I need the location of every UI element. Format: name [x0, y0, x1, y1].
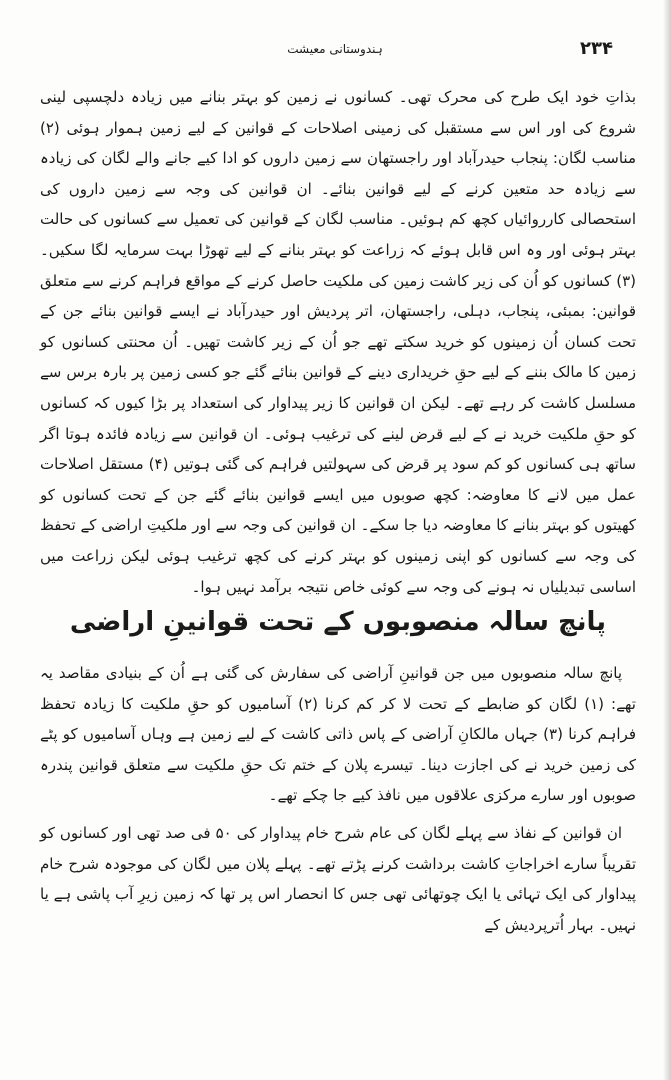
paragraph-text: پانچ سالہ منصوبوں میں جن قوانینِ آراضی کی سفارش کی گئی ہے اُن کے بنیادی مقاصد یہ تھے: (۱) لگان کو ضابطے کے تحت لا کر کم کرنا (۲) آسامیوں کو حقِ ملکیت کا زیادہ تحفظ فراہم کرنا (۳) جہاں مالکانِ آراضی کے پاس ذاتی کاشت کے لیے زمین ہے وہاں آسامیوں کو پٹے کی زمین خرید نے کی اجازت دینا۔ تیسرے پلان کے ختم تک حقِ ملکیت سے متعلق قوانین پندرہ صوبوں اور سارے مرکزی علاقوں میں نافذ کیے جا چکے تھے۔ [40, 664, 636, 805]
paragraph-text: ان قوانین کے نفاذ سے پہلے لگان کی عام شرح خام پیداوار کی ۵۰ فی صد تھی اور کسانوں کو تقریباً سارے اخراجاتِ کاشت برداشت کرنے پڑتے تھے۔ پہلے پلان میں لگان کی موجودہ شرح خام پیداوار کی ایک تہائی یا ایک چوتھائی تھی جس کا انحصار اس پر تھا کہ زمین زیرِ آب پاشی ہے یا نہیں۔ بہار اُترپردیش کے [40, 824, 636, 934]
body-paragraph-3 [40, 818, 636, 940]
running-title: ہندوستانی معیشت [287, 42, 383, 56]
page-edge-shadow [663, 0, 671, 1080]
body-paragraph-2 [40, 658, 636, 811]
page-number: ۲۳۴ [580, 38, 613, 59]
page-header [0, 38, 671, 68]
body-paragraph-1 [40, 82, 636, 602]
paragraph-text: بذاتِ خود ایک طرح کی محرک تھی۔ کسانوں نے زمین کو بہتر بنانے میں زیادہ دلچسپی لینی شروع کی اور اس سے مستقبل کی زمینی اصلاحات کے قوانین کے لیے زمین ہموار ہوئی (۲) مناسب لگان: پنجاب حیدرآباد اور راجستھان سے زمین داروں کو ادا کیے جانے والے لگان کی زیادہ سے زیادہ حد متعین کرنے کے لیے قوانین بنائے۔ ان قوانین کی وجہ سے زمین داروں کی استحصالی کارروائیاں کچھ کم ہوئیں۔ مناسب لگان کے قوانین کی تعمیل سے کسانوں کی حالت بہتر ہوئی اور وہ اس قابل ہوئے کہ زراعت کو بہتر بنانے کے لیے تھوڑا بہت سرمایہ لگا سکیں۔ (۳) کسانوں کو اُن کی زیر کاشت زمین کی ملکیت حاصل کرنے کے مواقع فراہم کرنے سے متعلق قوانین: بمبئی، پنجاب، دہلی، راجستھان، اتر پردیش اور حیدرآباد نے ایسے قوانین بنائے جن کے تحت کسان اُن زمینوں کو خرید سکتے تھے جو اُن کے زیر کاشت تھیں۔ اُن محنتی کسانوں کو زمین کا مالک بننے کے لیے حقِ خریداری دینے کے قوانین بنائے گئے جو کسی زمین پر بارہ برس سے مسلسل کاشت کر رہے تھے۔ لیکن ان قوانین کا زیر پیداوار کی استعداد پر بڑا کیوں کہ کسانوں کو حقِ ملکیت خرید نے کے لیے قرض لینے کی ترغیب ہوئی۔ ان قوانین سے زیادہ فائدہ ہوتا اگر ساتھ ہی کسانوں کو کم سود پر قرض کی سہولتیں فراہم کی گئی ہوتیں (۴) مستقل اصلاحات عمل میں لانے کا معاوضہ: کچھ صوبوں میں ایسے قوانین بنائے گئے جن کے تحت کسانوں کو کھیتوں کو بہتر بنانے کا معاوضہ دیا جا سکے۔ ان قوانین کی وجہ سے اور ملکیتِ اراضی کے تحفظ کی وجہ سے کسانوں کو اپنی زمینوں کو بہتر کرنے کی کچھ ترغیب ہوئی لیکن زراعت میں اساسی تبدیلیاں نہ ہونے کی وجہ سے کوئی خاص نتیجہ برآمد نہیں ہوا۔ [40, 88, 636, 596]
section-heading: پانچ سالہ منصوبوں کے تحت قوانینِ اراضی [69, 607, 607, 637]
